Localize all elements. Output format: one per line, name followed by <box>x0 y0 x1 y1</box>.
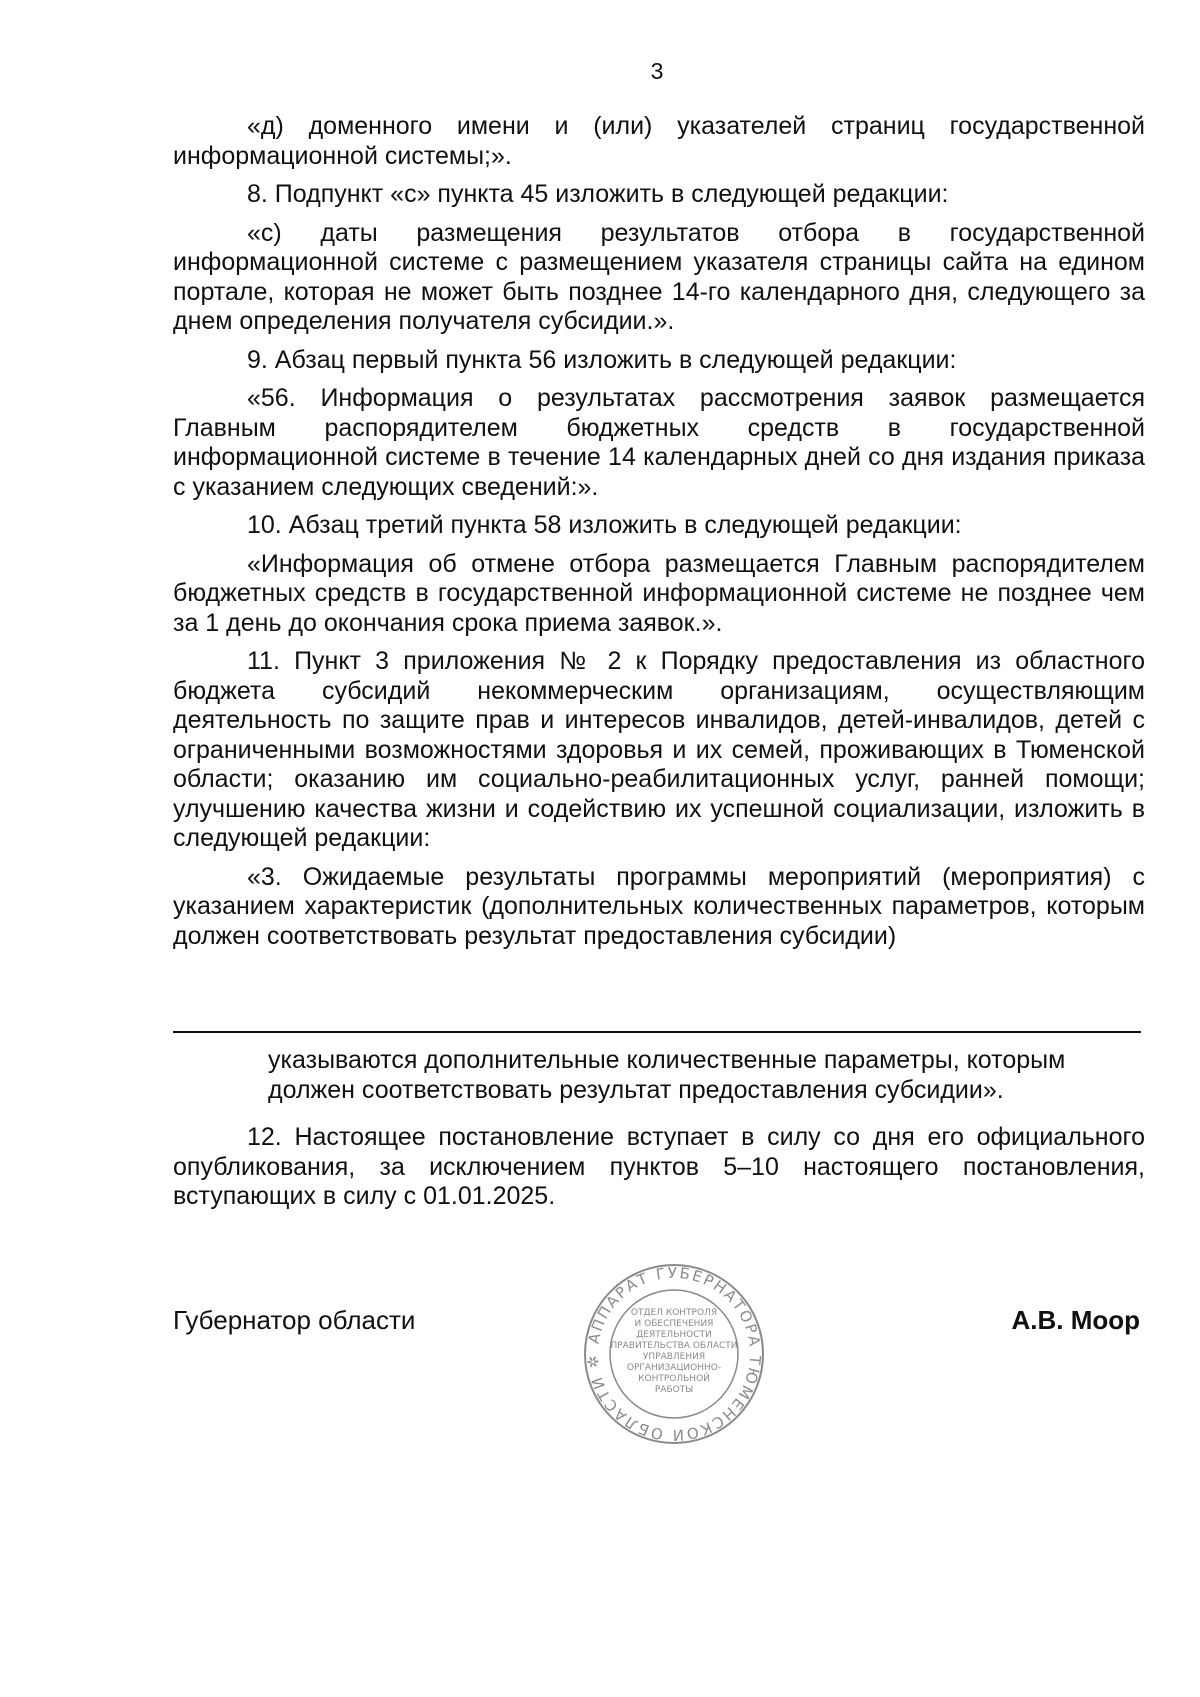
table-row-note <box>268 1045 1140 1105</box>
seal-inner-line: ОРГАНИЗАЦИОННО- <box>626 1363 722 1373</box>
paragraph-item-9: 9. Абзац первый пункта 56 изложить в следующей редакции: <box>247 345 957 374</box>
paragraph-d-domain: «д) доменного имени и (или) указателей страниц государственной информационной системы;». <box>173 112 1145 170</box>
seal-inner-line: И ОБЕСПЕЧЕНИЯ <box>634 1319 714 1329</box>
seal-icon <box>583 1263 765 1445</box>
paragraph-expected-results: «3. Ожидаемые результаты программы мероприятий (мероприятия) с указанием характеристик (дополнительных количественных параметров, которым должен соответствовать результат предоставления субсидии) <box>173 862 1145 950</box>
seal-inner-line: РАБОТЫ <box>654 1385 694 1395</box>
paragraph-item-11: 11. Пункт 3 приложения № 2 к Порядку предоставления из областного бюджета субсидий некоммерческим организациям, осуществляющим деятельность по защите прав и интересов инвалидов, детей-инвалидов, детей с ограниченными возможностями здоровья и их семей, проживающих в Тюменской области; оказанию им социально-реабилитационных услуг, ранней помощи; улучшению качества жизни и содействию их успешной социализации, изложить в следующей редакции: <box>173 647 1145 852</box>
paragraph-cancel-selection: «Информация об отмене отбора размещается Главным распорядителем бюджетных средств в государственной информационной системе не позднее чем за 1 день до окончания срока приема заявок.». <box>173 549 1145 637</box>
paragraph-subitem-c: «с) даты размещения результатов отбора в государственной информационной системе с размещением указателя страницы сайта на едином портале, которая не может быть позднее 14-го календарного дня, следующего за днем определения получателя субсидии.». <box>173 218 1145 335</box>
official-seal-stamp <box>583 1263 765 1445</box>
seal-inner-line: УПРАВЛЕНИЯ <box>642 1352 706 1362</box>
paragraph-item-8: 8. Подпункт «с» пункта 45 изложить в следующей редакции: <box>247 180 949 208</box>
horizontal-rule <box>173 1031 1141 1033</box>
seal-inner-line: ДЕЯТЕЛЬНОСТИ <box>636 1330 712 1340</box>
paragraph-item-56: «56. Информация о результатах рассмотрения заявок размещается Главным распорядителем бюджетных средств в государственной информационной системе в течение 14 календарных дней со дня издания приказа с указанием следующих сведений:». <box>173 384 1145 501</box>
document-body <box>173 112 1145 960</box>
signer-title: Губернатор области <box>173 1305 416 1335</box>
note-line-2: должен соответствовать результат предоставления субсидии». <box>268 1076 1004 1104</box>
seal-inner-line: ПРАВИТЕЛЬСТВА ОБЛАСТИ <box>610 1341 738 1351</box>
seal-inner-line: ОТДЕЛ КОНТРОЛЯ <box>630 1308 718 1318</box>
seal-outer-text: АППАРАТ ГУБЕРНАТОРА ТЮМЕНСКОЙ ОБЛАСТИ ✲ <box>583 1263 765 1445</box>
note-line-1: указываются дополнительные количественные параметры, которым <box>268 1046 1066 1074</box>
page-number: 3 <box>650 58 664 84</box>
paragraph-item-12: 12. Настоящее постановление вступает в силу со дня его официального опубликования, за исключением пунктов 5–10 настоящего постановления, вступающих в силу с 01.01.2025. <box>173 1123 1145 1210</box>
signer-name: А.В. Моор <box>1011 1305 1140 1335</box>
seal-inner-line: КОНТРОЛЬНОЙ <box>638 1374 710 1384</box>
final-section <box>173 1123 1145 1221</box>
paragraph-item-10: 10. Абзац третий пункта 58 изложить в следующей редакции: <box>247 511 962 539</box>
